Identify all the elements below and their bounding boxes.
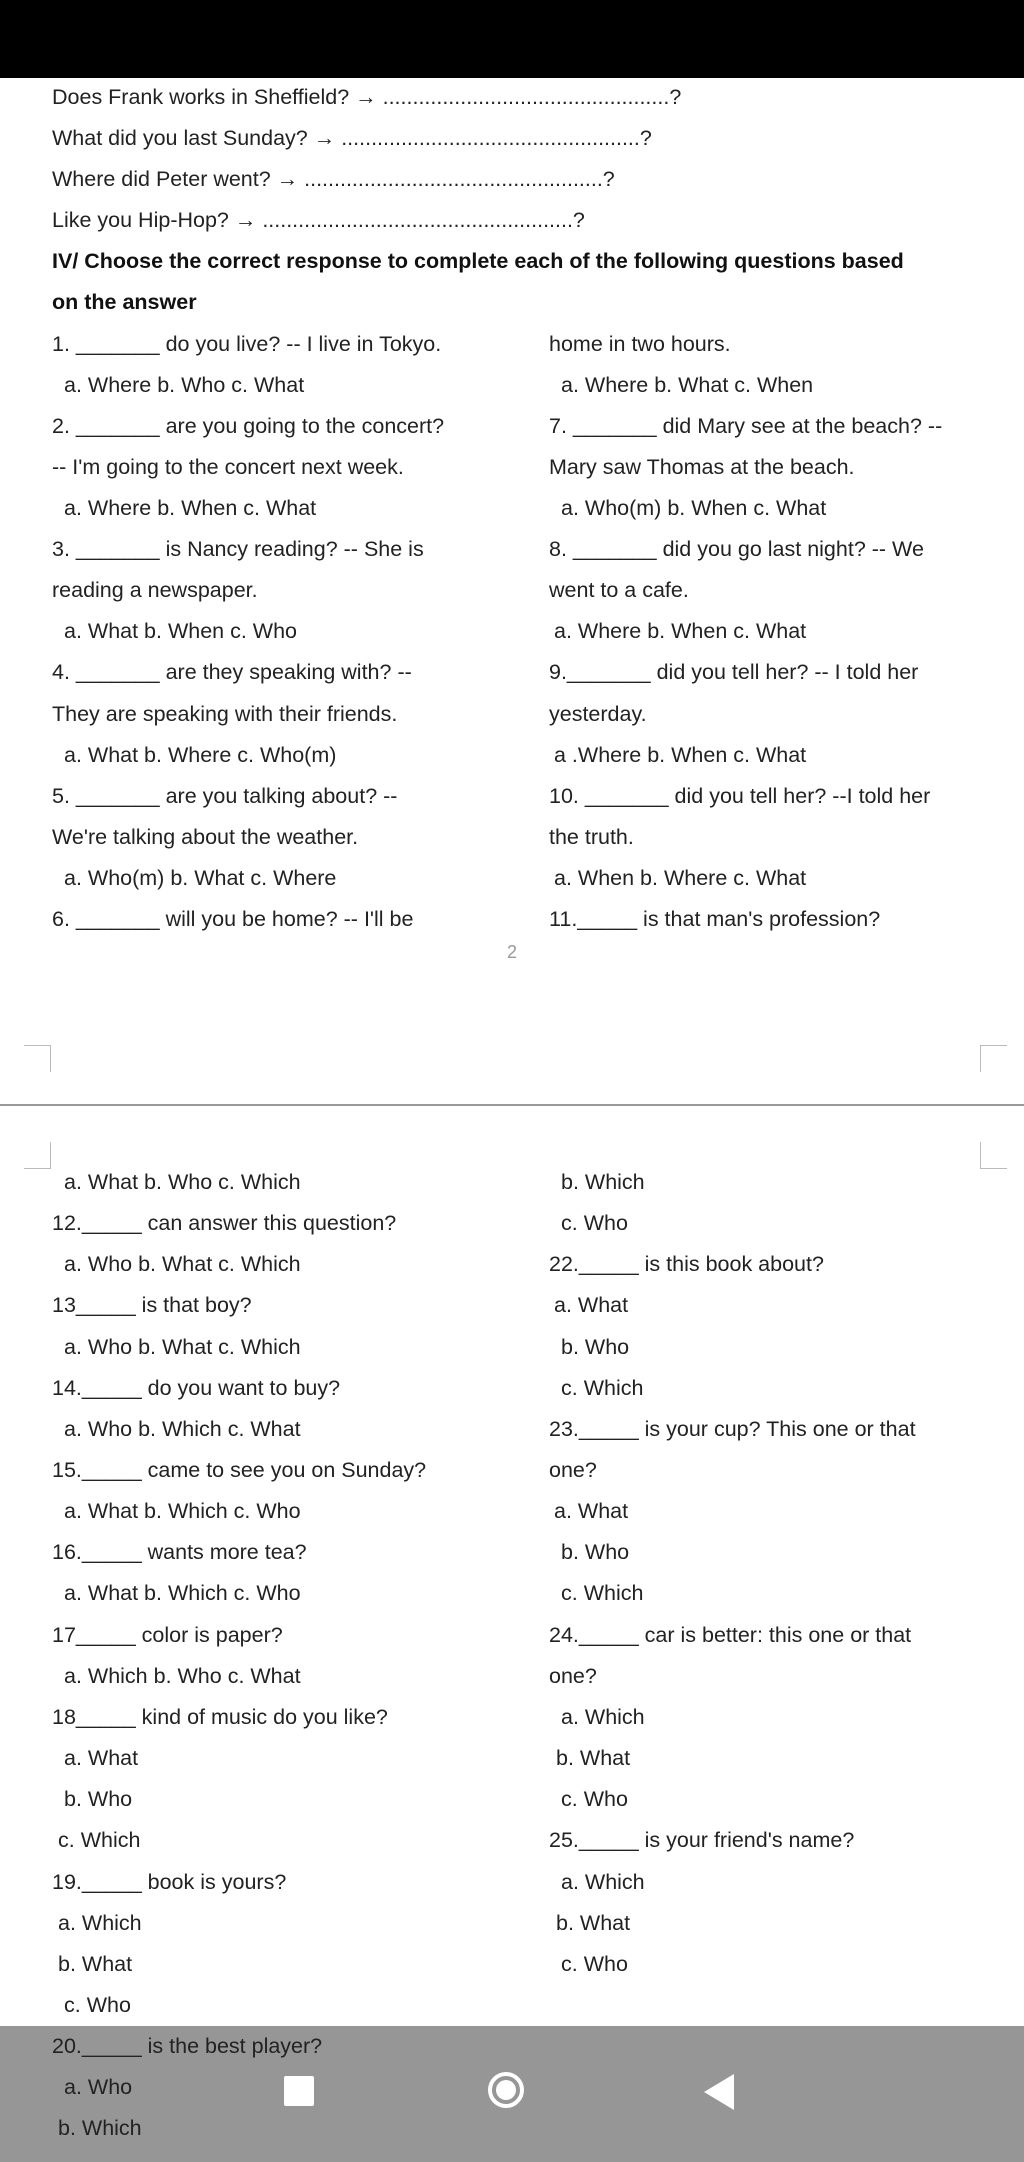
answer-options: a. Where b. Who c. What [64,373,305,397]
recent-apps-icon[interactable] [284,2076,314,2106]
question-line: 14._____ do you want to buy? [52,1376,341,1400]
rewrite-question-line: Where did Peter went? → ..................................................? [52,167,615,191]
answer-option: b. Who [561,1540,630,1564]
question-line: 25._____ is your friend's name? [549,1828,855,1852]
back-icon[interactable] [704,2074,734,2110]
home-icon[interactable] [488,2072,524,2108]
question-line: 10. _______ did you tell her? --I told her [549,784,931,808]
answer-options: a. Who b. What c. Which [64,1335,301,1359]
answer-options: a. Who b. What c. Which [64,1252,301,1276]
question-line: Mary saw Thomas at the beach. [549,455,855,479]
answer-option: a. What [554,1499,629,1523]
question-line: one? [549,1458,597,1482]
question-line: the truth. [549,825,634,849]
question-line: 23._____ is your cup? This one or that [549,1417,916,1441]
question-line: 16._____ wants more tea? [52,1540,307,1564]
question-line: 8. _______ did you go last night? -- We [549,537,924,561]
question-line: went to a cafe. [549,578,689,602]
answer-option: c. Who [64,1993,131,2017]
question-line: 6. _______ will you be home? -- I'll be [52,907,414,931]
answer-options: a. Where b. When c. What [64,496,317,520]
answer-options: a. Who(m) b. What c. Where [64,866,337,890]
question-line: 24._____ car is better: this one or that [549,1623,912,1647]
answer-options: a. Who(m) b. When c. What [561,496,827,520]
answer-option: b. What [58,1952,133,1976]
answer-option: b. Who [561,1335,630,1359]
answer-option: c. Which [561,1581,644,1605]
answer-option: a. Which [58,1911,142,1935]
answer-option: b. Which [561,1170,645,1194]
question-line: They are speaking with their friends. [52,702,398,726]
answer-option: b. What [556,1746,631,1770]
answer-options: a. What b. Which c. Who [64,1581,301,1605]
question-line: 13_____ is that boy? [52,1293,252,1317]
question-line: 18_____ kind of music do you like? [52,1705,388,1729]
answer-option: b. What [556,1911,631,1935]
answer-option: c. Who [561,1211,628,1235]
page-corner-mark [24,1045,51,1072]
answer-option: a. What [554,1293,629,1317]
answer-option: c. Who [561,1952,628,1976]
answer-option: b. Who [64,1787,133,1811]
answer-option: b. Which [58,2116,142,2140]
question-line: reading a newspaper. [52,578,258,602]
answer-options: a. Where b. What c. When [561,373,814,397]
question-line: yesterday. [549,702,647,726]
rewrite-question-line: Does Frank works in Sheffield? → ................................................? [52,85,682,109]
rewrite-question-line: Like you Hip-Hop? → ....................................................? [52,208,585,232]
question-line: 5. _______ are you talking about? -- [52,784,398,808]
answer-option: c. Who [561,1787,628,1811]
page-corner-mark [980,1045,1007,1072]
answer-options: a. What b. Where c. Who(m) [64,743,337,767]
answer-options: a. What b. Which c. Who [64,1499,301,1523]
page-corner-mark [24,1142,51,1169]
question-line: 4. _______ are they speaking with? -- [52,660,412,684]
answer-options: a. What b. Who c. Which [64,1170,301,1194]
question-line: 9._______ did you tell her? -- I told her [549,660,919,684]
rewrite-question-line: What did you last Sunday? → ..................................................? [52,126,652,150]
question-line: 19._____ book is yours? [52,1870,287,1894]
section-heading: IV/ Choose the correct response to complete each of the following questions based [52,249,904,273]
question-line: 11._____ is that man's profession? [549,907,881,931]
answer-option: c. Which [58,1828,141,1852]
page-corner-mark [980,1142,1007,1169]
question-line: 7. _______ did Mary see at the beach? -- [549,414,943,438]
question-line: 22._____ is this book about? [549,1252,824,1276]
question-line: 15._____ came to see you on Sunday? [52,1458,427,1482]
answer-options: a. Who b. Which c. What [64,1417,301,1441]
status-bar [0,0,1024,78]
question-line: 12._____ can answer this question? [52,1211,397,1235]
question-line: 20._____ is the best player? [52,2034,323,2058]
answer-options: a. What b. When c. Who [64,619,298,643]
page-divider [0,1104,1024,1106]
answer-options: a. Which b. Who c. What [64,1664,301,1688]
answer-options: a .Where b. When c. What [554,743,807,767]
answer-option: a. Which [561,1705,645,1729]
question-line: -- I'm going to the concert next week. [52,455,404,479]
answer-option: a. Which [561,1870,645,1894]
question-line: 17_____ color is paper? [52,1623,283,1647]
question-line: 2. _______ are you going to the concert? [52,414,445,438]
question-line: We're talking about the weather. [52,825,359,849]
question-line: 3. _______ is Nancy reading? -- She is [52,537,424,561]
answer-option: a. Who [64,2075,133,2099]
answer-options: a. When b. Where c. What [554,866,807,890]
section-heading: on the answer [52,290,197,314]
question-line: 1. _______ do you live? -- I live in Tokyo. [52,332,442,356]
question-line: one? [549,1664,597,1688]
question-line: home in two hours. [549,332,731,356]
page-number: 2 [506,942,517,962]
answer-option: a. What [64,1746,139,1770]
answer-options: a. Where b. When c. What [554,619,807,643]
answer-option: c. Which [561,1376,644,1400]
